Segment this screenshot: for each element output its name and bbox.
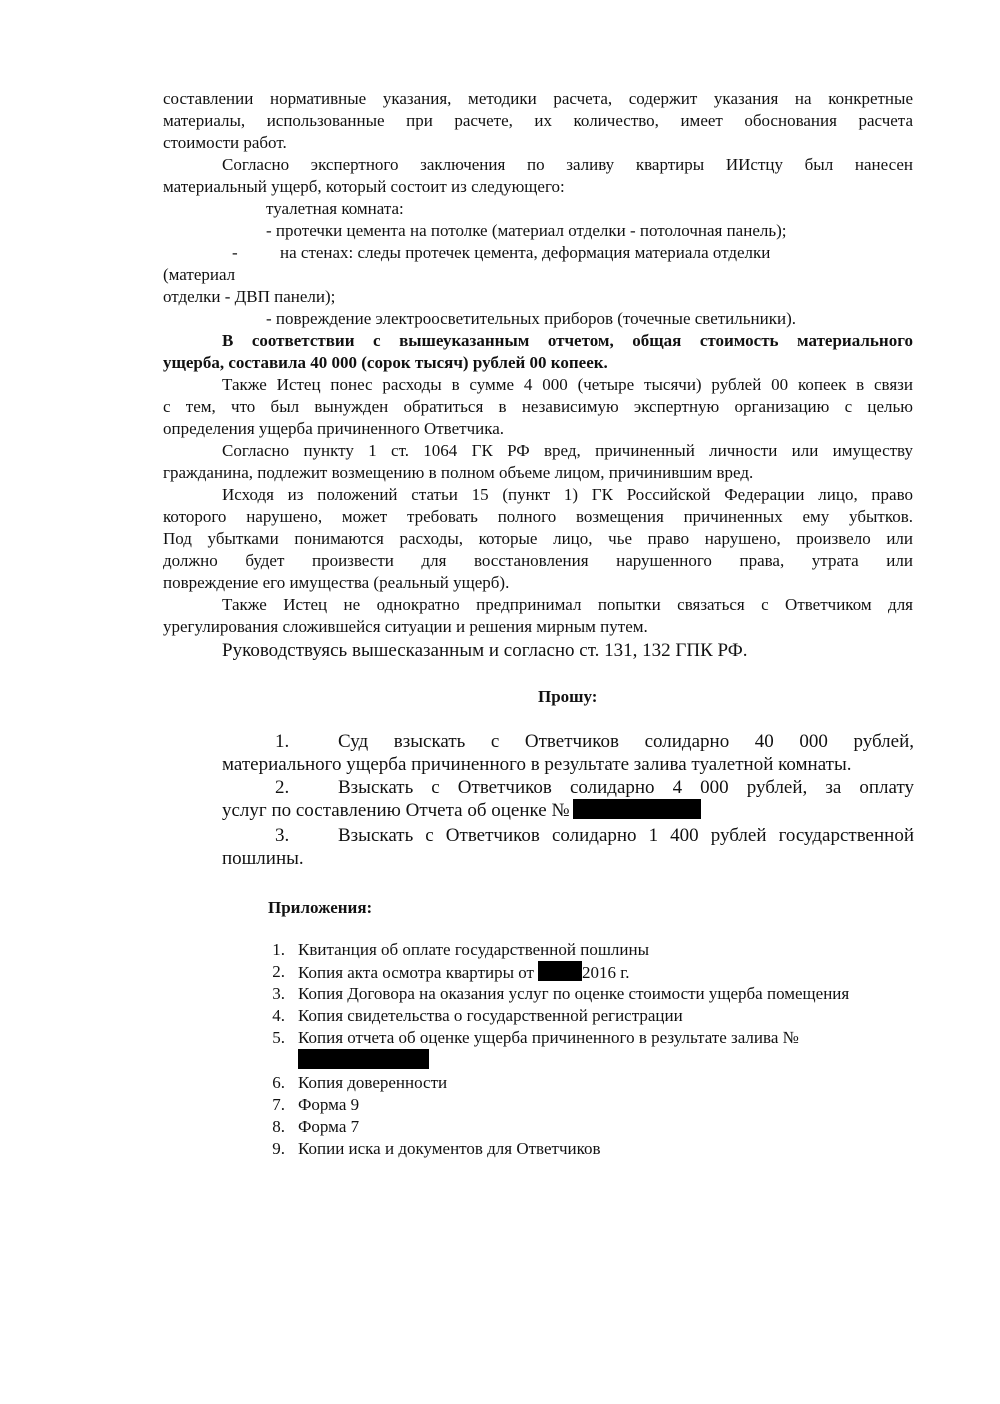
p6-line1: Также Истец не однократно предпринимал попытки связаться с Ответчиком для xyxy=(222,595,913,614)
attachment-9-num: 9. xyxy=(272,1139,285,1158)
attachment-1-text: Квитанция об оплате государственной пошлины xyxy=(298,940,650,959)
p2-line1: Согласно экспертного заключения по заливу квартиры ИИстцу был нанесен xyxy=(222,155,913,174)
attachment-3-text: Копия Договора на оказания услуг по оценке стоимости ущерба помещения xyxy=(298,984,850,1003)
p3-line1: Также Истец понес расходы в сумме 4 000 (четыре тысячи) рублей 00 копеек в связи xyxy=(222,375,913,394)
p5-line3: Под убытками понимаются расходы, которые лицо, чье право нарушено, произвело или xyxy=(163,529,913,548)
p3-line2: с тем, что был вынужден обратиться в независимую экспертную организацию с целью xyxy=(163,397,913,416)
attachment-7-text: Форма 9 xyxy=(298,1095,360,1114)
p7-line: Руководствуясь вышесказанным и согласно ст. 131, 132 ГПК РФ. xyxy=(222,640,748,661)
request-title: Прошу: xyxy=(538,687,598,706)
total-line2: ущерба, составила 40 000 (сорок тысяч) рублей 00 копеек. xyxy=(163,353,608,372)
request-1-line1: Суд взыскать с Ответчиков солидарно 40 000 рублей, xyxy=(338,731,914,752)
damage-header: туалетная комната: xyxy=(266,199,404,218)
attachment-5-num: 5. xyxy=(272,1028,285,1047)
p5-line1: Исходя из положений статьи 15 (пункт 1) ГК Российской Федерации лицо, право xyxy=(222,485,913,504)
attachment-5-cont xyxy=(298,1049,429,1072)
damage-item-3: - повреждение электроосветительных приборов (точечные светильники). xyxy=(266,309,796,328)
p4-line2: гражданина, подлежит возмещению в полном объеме лицом, причинившим вред. xyxy=(163,463,754,482)
p1-line2: материалы, использованные при расчете, их количество, имеет обоснования расчета xyxy=(163,111,913,130)
attachment-8-num: 8. xyxy=(272,1117,285,1136)
p5-line5: повреждение его имущества (реальный ущерб). xyxy=(163,573,510,592)
attachments-title: Приложения: xyxy=(268,898,373,917)
attachment-2-text: Копия акта осмотра квартиры от xyxy=(298,963,534,982)
p5-line4: должно будет произвести для восстановления нарушенного права, утрата или xyxy=(163,551,913,570)
damage-item-2-dash: - xyxy=(232,243,238,262)
damage-item-2-cont-1: (материал xyxy=(163,265,236,284)
p5-line2: которого нарушено, может требовать полного возмещения причиненных ему убытков. xyxy=(163,507,913,526)
request-1-line2: материального ущерба причиненного в результате залива туалетной комнаты. xyxy=(222,754,852,775)
attachment-2 xyxy=(298,961,630,984)
damage-item-2: на стенах: следы протечек цемента, деформация материала отделки xyxy=(280,243,771,262)
p1-line1: составлении нормативные указания, методики расчета, содержит указания на конкретные xyxy=(163,89,913,108)
request-3-line2: пошлины. xyxy=(222,848,304,869)
damage-item-1: - протечки цемента на потолке (материал отделки - потолочная панель); xyxy=(266,221,787,240)
request-1-num: 1. xyxy=(275,731,290,752)
total-line1: В соответствии с вышеуказанным отчетом, общая стоимость материального xyxy=(222,331,913,350)
attachment-6-text: Копия доверенности xyxy=(298,1073,448,1092)
attachment-2-num: 2. xyxy=(272,962,285,981)
p4-line1: Согласно пункту 1 ст. 1064 ГК РФ вред, причиненный личности или имуществу xyxy=(222,441,913,460)
request-3-line1: Взыскать с Ответчиков солидарно 1 400 рублей государственной xyxy=(338,825,914,846)
attachment-5-text: Копия отчета об оценке ущерба причиненного в результате залива № xyxy=(298,1028,799,1047)
redaction-block xyxy=(573,799,701,819)
attachment-7-num: 7. xyxy=(272,1095,285,1114)
attachment-4-text: Копия свидетельства о государственной регистрации xyxy=(298,1006,683,1025)
p6-line2: урегулирования сложившейся ситуации и решения мирным путем. xyxy=(163,617,648,636)
attachment-6-num: 6. xyxy=(272,1073,285,1092)
redaction-block xyxy=(298,1049,429,1069)
damage-item-2-cont-2: отделки - ДВП панели); xyxy=(163,287,336,306)
request-3-num: 3. xyxy=(275,825,290,846)
p1-line3: стоимости работ. xyxy=(163,133,287,152)
p3-line3: определения ущерба причиненного Ответчика. xyxy=(163,419,505,438)
attachment-4-num: 4. xyxy=(272,1006,285,1025)
request-2-num: 2. xyxy=(275,777,290,798)
p2-line2: материальный ущерб, который состоит из следующего: xyxy=(163,177,565,196)
attachment-1-num: 1. xyxy=(272,940,285,959)
attachment-2-suffix: 2016 г. xyxy=(582,963,630,982)
request-2-line2 xyxy=(222,799,701,823)
request-2-line1: Взыскать с Ответчиков солидарно 4 000 рублей, за оплату xyxy=(338,777,914,798)
attachment-8-text: Форма 7 xyxy=(298,1117,360,1136)
request-2-line2-text: услуг по составлению Отчета об оценке № xyxy=(222,800,570,821)
attachment-3-num: 3. xyxy=(272,984,285,1003)
redaction-block xyxy=(538,961,582,981)
attachment-9-text: Копии иска и документов для Ответчиков xyxy=(298,1139,601,1158)
